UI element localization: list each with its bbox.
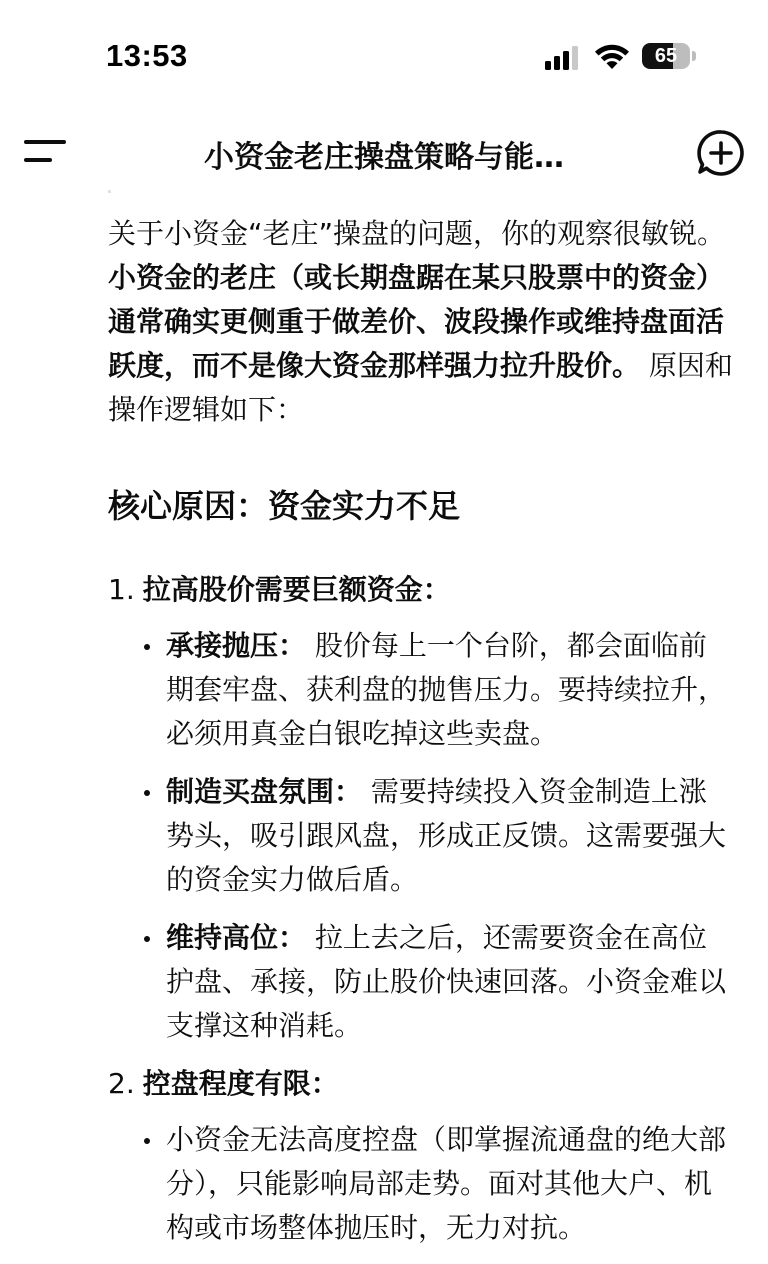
bullet-list-2: [108, 1118, 733, 1250]
item-number: 2.: [108, 1067, 135, 1100]
header-divider: [108, 190, 111, 193]
intro-bold-text: 小资金的老庄（或长期盘踞在某只股票中的资金）通常确实更侧重于做差价、波段操作或维持盘面活跃度，而不是像大资金那样强力拉升股价。: [108, 261, 725, 382]
list-item: [108, 624, 733, 756]
section-heading: 核心原因：资金实力不足: [108, 487, 461, 525]
bullet-text: 小资金无法高度控盘（即掌握流通盘的绝大部分），只能影响局部走势。面对其他大户、机构或市场整体抛压时，无力对抗。: [166, 1123, 727, 1244]
list-item: [108, 770, 733, 902]
list-item: [108, 1118, 733, 1250]
bullet-title: 承接抛压：: [166, 629, 307, 662]
bullet-title: 制造买盘氛围：: [166, 775, 363, 808]
conversation-title[interactable]: 小资金老庄操盘策略与能…: [204, 140, 564, 175]
battery-percent: 65: [654, 45, 678, 67]
numbered-item-2: [108, 1062, 733, 1106]
cellular-signal-icon: [545, 46, 581, 70]
wifi-icon: [594, 42, 630, 70]
battery-nub: [692, 51, 696, 61]
intro-text: 关于小资金“老庄”操盘的问题，你的观察很敏锐。: [108, 217, 726, 250]
hamburger-menu-icon[interactable]: [24, 136, 66, 168]
chat-header: [0, 118, 768, 188]
bullet-list-1: [108, 624, 733, 1048]
battery-icon: [642, 43, 690, 69]
bullet-text: 拉上去之后，还需要资金在高位护盘、承接，防止股价快速回落。小资金难以支撑这种消耗。: [166, 921, 727, 1042]
new-chat-plus-icon[interactable]: [696, 128, 746, 178]
item-number: 1.: [108, 573, 135, 606]
bullet-text: 需要持续投入资金制造上涨势头，吸引跟风盘，形成正反馈。这需要强大的资金实力做后盾。: [166, 775, 727, 896]
item-label: 拉高股价需要巨额资金：: [142, 573, 451, 606]
intro-text-end: 原因和操作逻辑如下：: [108, 349, 733, 426]
numbered-item-1: [108, 568, 733, 612]
bullet-text: 股价每上一个台阶，都会面临前期套牢盘、获利盘的抛售压力。要持续拉升，必须用真金白银吃掉这些卖盘。: [166, 629, 727, 750]
bullet-title: 维持高位：: [166, 921, 307, 954]
assistant-message: [108, 212, 733, 1264]
item-label: 控盘程度有限：: [142, 1067, 339, 1100]
intro-paragraph: [108, 212, 733, 432]
status-time: 13:53: [106, 38, 188, 73]
list-item: [108, 916, 733, 1048]
status-bar: [0, 0, 768, 100]
